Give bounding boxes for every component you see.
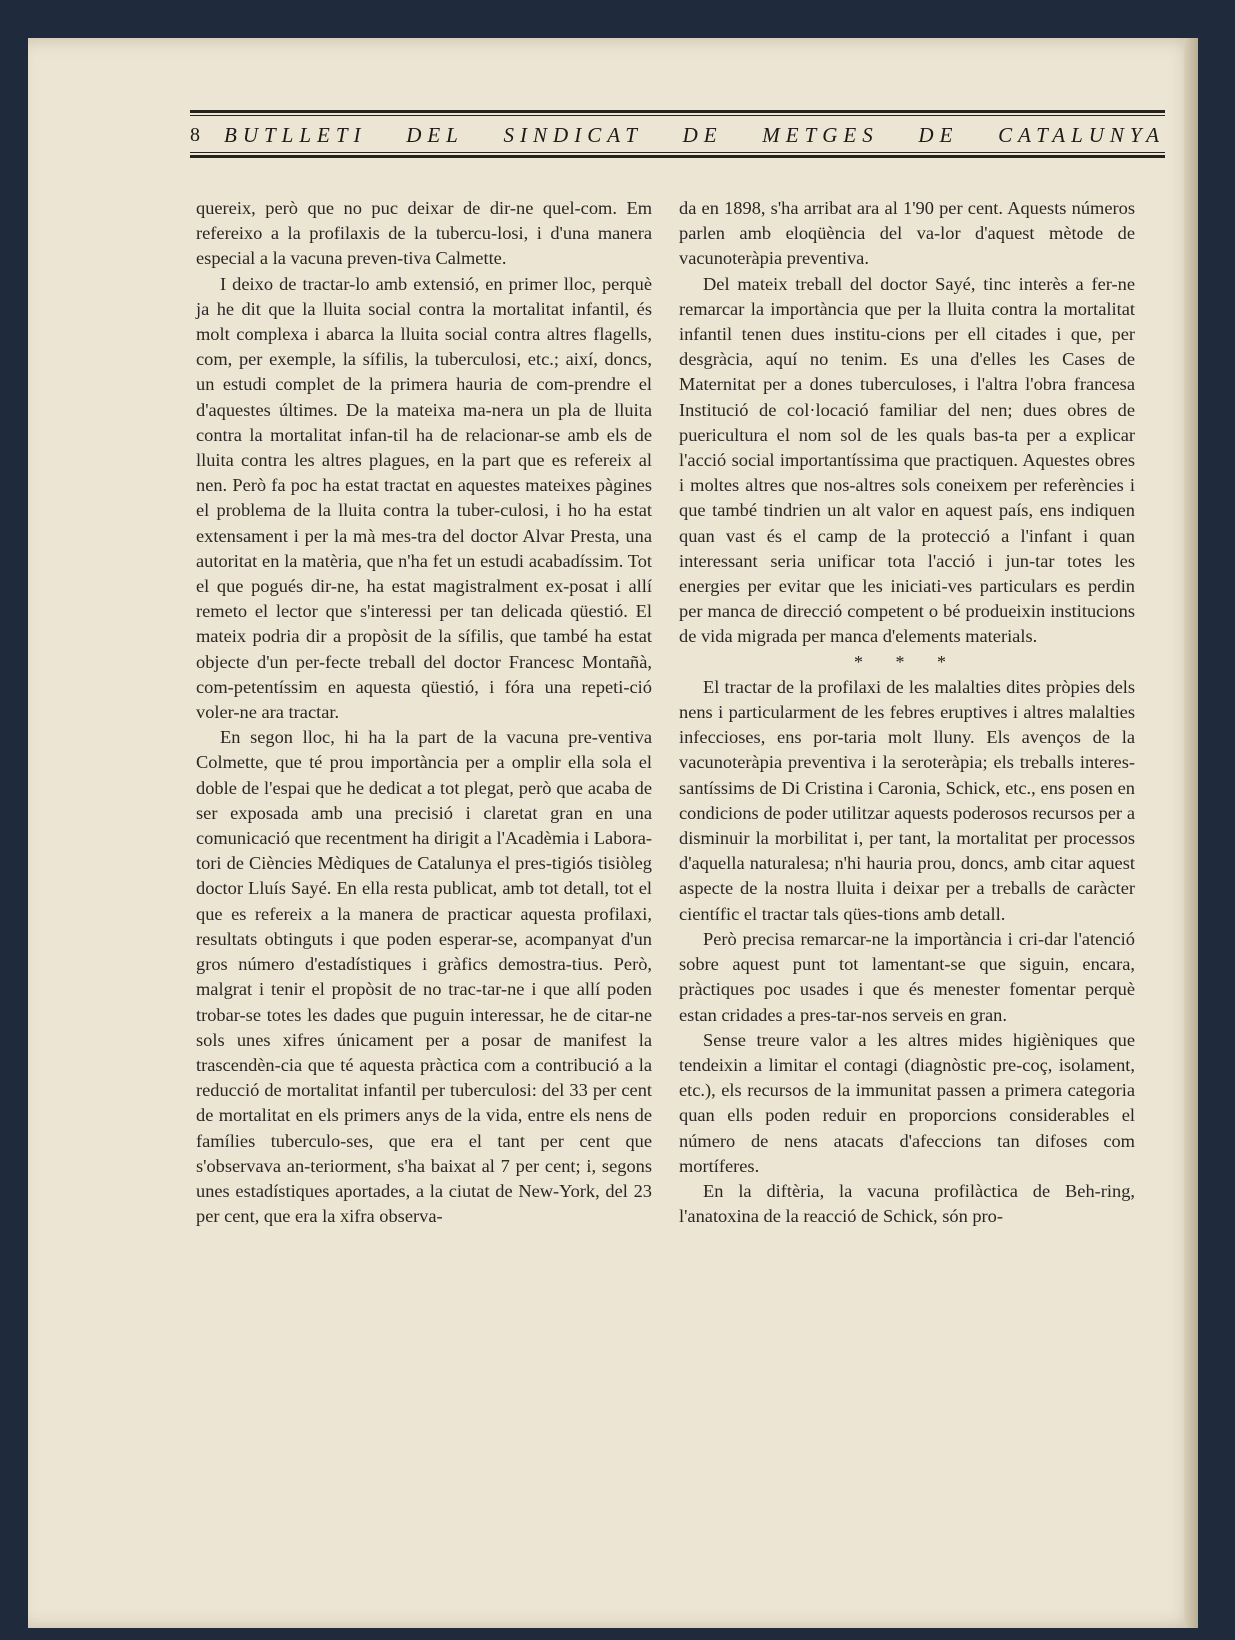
right-column: [679, 196, 1135, 1229]
header-rule-bottom-thin: [190, 152, 1165, 153]
header-rule-top-thin: [190, 115, 1165, 116]
paragraph: Però precisa remarcar-ne la importància i cri-dar l'atenció sobre aquest punt tot lamentant-se que siguin, encara, pràctiques poc usades i que és menester fomentar perquè estan cridades a pres-tar-nos serveis en gran.: [679, 928, 1135, 1025]
document-page: [28, 38, 1198, 1628]
running-header: [190, 121, 1165, 149]
title-word: SINDICAT: [503, 122, 643, 147]
paragraph: En segon lloc, hi ha la part de la vacuna pre-ventiva Colmette, que té prou importància per a omplir ella sola el doble de l'espai que he dedicat a tot plegat, però que acaba de ser exposada amb una precisió i claretat gran en una comunicació que recentment ha dirigit a l'Acadèmia i Labora-tori de Ciències Mèdiques de Catalunya el pres-tigiós tisiòleg doctor Lluís Sayé. En ella resta publicat, amb tot detall, tot el que es refereix a la manera de practicar aquesta profilaxi, resultats obtinguts i que poden esperar-se, acompanyat d'un gros número d'estadístiques i gràfics demostra-tius. Però, malgrat i tenir el propòsit de no trac-tar-ne i que allí poden trobar-se totes les dades que puguin interessar, he de citar-ne sols unes xifres únicament per a posar de manifest la trascendèn-cia que té aquesta pràctica com a contribució a la reducció de mortalitat infantil per tuberculosi: del 33 per cent de mortalitat en els primers anys de la vida, entre els nens de famílies tuberculo-ses, que era el tant per cent que s'observava an-teriorment, s'ha baixat al 7 per cent; i, segons unes estadístiques aportades, a la ciutat de New-York, del 23 per cent, que era la xifra observa-: [196, 727, 652, 1227]
paragraph: I deixo de tractar-lo amb extensió, en primer lloc, perquè ja he dit que la lluita social contra la mortalitat infantil, és molt complexa i abarca la lluita social contra altres flagells, com, per exemple, la sífilis, la tuberculosi, etc.; així, doncs, un estudi complet de la primera hauria de com-prendre el d'aquestes últimes. De la mateixa ma-nera un pla de lluita contra la mortalitat infan-til ha de relacionar-se amb els de lluita contra les altres plagues, en la part que es refereix al nen. Però fa poc ha estat tractat en aquestes mateixes pàgines el problema de la lluita contra la tuber-culosi, i ho ha estat extensament i per la mà mes-tra del doctor Alvar Presta, una autoritat en la matèria, que n'ha fet un estudi acabadíssim. Tot el que pogués dir-ne, ha estat magistralment ex-posat i allí remeto el lector que s'interessi per tan delicada qüestió. El mateix podria dir a propòsit de la sífilis, que també ha estat objecte d'un per-fecte treball del doctor Francesc Montañà, com-petentíssim en aquesta qüestió, i fóra una repeti-ció voler-ne ara tractar.: [196, 273, 652, 723]
section-separator: * * *: [854, 651, 960, 672]
paragraph: Sense treure valor a les altres mides higièniques que tendeixin a limitar el contagi (diagnòstic pre-coç, isolament, etc.), els recursos de la immunitat passen a primera categoria quan ells poden reduir en proporcions considerables el número de nens atacats d'afeccions tan difoses com mortíferes.: [679, 1029, 1135, 1176]
header-rule-bottom: [190, 155, 1165, 158]
journal-title: [224, 123, 1165, 148]
left-column: [196, 196, 652, 1229]
page-number: 8: [190, 123, 200, 146]
paragraph: En la diftèria, la vacuna profilàctica de Beh-ring, l'anatoxina de la reacció de Schick, són pro-: [679, 1180, 1135, 1227]
title-word: METGES: [762, 122, 879, 147]
paragraph: da en 1898, s'ha arribat ara al 1'90 per cent. Aquests números parlen amb eloqüència del va-lor d'aquest mètode de vacunoteràpia preventiva.: [679, 198, 1135, 269]
title-word: BUTLLETI: [224, 122, 367, 147]
title-word: CATALUNYA: [998, 122, 1165, 147]
header-rule-top: [190, 110, 1165, 113]
title-word: DE: [682, 122, 723, 147]
paragraph: El tractar de la profilaxi de les malalties dites pròpies dels nens i particularment de les febres eruptives i altres malalties infeccioses, ens por-taria molt lluny. Els avenços de la vacunoteràpia preventiva i la seroteràpia; els treballs interes-santíssims de Di Cristina i Caronia, Schick, etc., ens posen en condicions de poder utilitzar aquests poderosos recursos per a disminuir la morbilitat i, per tant, la mortalitat per processos d'aquella naturalesa; n'hi hauria prou, doncs, amb citar aquest aspecte de la nostra lluita i deixar per a treballs de caràcter científic el tractar tals qües-tions amb detall.: [679, 676, 1135, 924]
title-word: DEL: [406, 122, 464, 147]
title-word: DE: [918, 122, 959, 147]
page-edge: [1184, 38, 1198, 1628]
paragraph: quereix, però que no puc deixar de dir-ne quel-com. Em refereixo a la profilaxis de la tubercu-losi, i d'una manera especial a la vacuna preven-tiva Calmette.: [196, 198, 652, 269]
paragraph: Del mateix treball del doctor Sayé, tinc interès a fer-ne remarcar la importància que per la lluita contra la mortalitat infantil tenen dues institu-cions per ell citades i que, per desgràcia, aquí no tenim. Es una d'elles les Cases de Maternitat per a dones tuberculoses, i l'altra l'obra francesa Institució de col·locació familiar del nen; dues obres de puericultura el nom sol de les quals bas-ta per a explicar l'acció social importantíssima que practiquen. Aquestes obres i moltes altres que nos-altres sols coneixem per referències i que també tindrien un alt valor en aquest país, ens indiquen quan vast és el camp de la protecció a l'infant i quan interessant seria unificar tota l'acció i jun-tar totes les energies per evitar que les iniciati-ves particulars es perdin per manca de direcció competent o bé produeixin institucions de vida migrada per manca d'elements materials.: [679, 273, 1135, 647]
